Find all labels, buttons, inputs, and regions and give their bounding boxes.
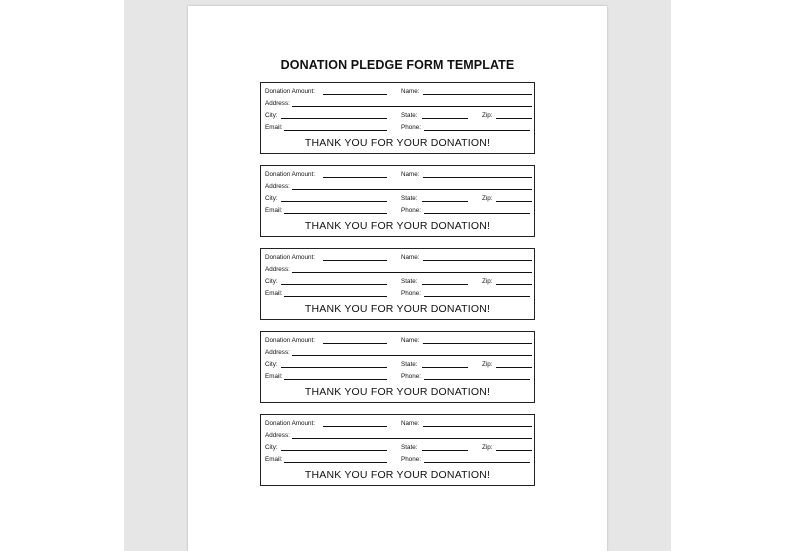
row-address: [265, 99, 530, 108]
city-field[interactable]: [281, 450, 387, 451]
name-label: Name:: [401, 337, 420, 344]
name-field[interactable]: [423, 260, 532, 261]
donation-amount-field[interactable]: [323, 343, 387, 344]
donation-amount-field[interactable]: [323, 177, 387, 178]
phone-label: Phone:: [401, 124, 421, 131]
address-label: Address:: [265, 432, 290, 439]
address-label: Address:: [265, 349, 290, 356]
name-field[interactable]: [423, 94, 532, 95]
state-field[interactable]: [422, 201, 468, 202]
thank-you-message: THANK YOU FOR YOUR DONATION!: [304, 469, 491, 481]
thank-you-message: THANK YOU FOR YOUR DONATION!: [304, 303, 491, 315]
phone-label: Phone:: [401, 373, 421, 380]
city-field[interactable]: [281, 284, 387, 285]
address-field[interactable]: [292, 438, 532, 439]
row-email-phone: [265, 372, 530, 381]
row-address: [265, 182, 530, 191]
thank-you-message: THANK YOU FOR YOUR DONATION!: [304, 137, 491, 149]
address-label: Address:: [265, 266, 290, 273]
phone-label: Phone:: [401, 290, 421, 297]
phone-label: Phone:: [401, 456, 421, 463]
city-field[interactable]: [281, 118, 387, 119]
donation-amount-label: Donation Amount:: [265, 254, 316, 261]
name-label: Name:: [401, 254, 420, 261]
email-field[interactable]: [284, 379, 387, 380]
email-field[interactable]: [284, 462, 387, 463]
donation-amount-field[interactable]: [323, 426, 387, 427]
email-label: Email:: [265, 373, 283, 380]
row-address: [265, 348, 530, 357]
row-address: [265, 431, 530, 440]
row-amount-name: [265, 87, 530, 96]
name-field[interactable]: [423, 177, 532, 178]
state-field[interactable]: [422, 450, 468, 451]
name-field[interactable]: [423, 426, 532, 427]
zip-field[interactable]: [496, 201, 532, 202]
address-field[interactable]: [292, 106, 532, 107]
name-label: Name:: [401, 88, 420, 95]
zip-field[interactable]: [496, 367, 532, 368]
pledge-form-card: [260, 414, 535, 486]
address-label: Address:: [265, 100, 290, 107]
state-label: State:: [401, 112, 418, 119]
row-city-state-zip: [265, 194, 530, 203]
row-address: [265, 265, 530, 274]
name-field[interactable]: [423, 343, 532, 344]
state-label: State:: [401, 361, 418, 368]
email-label: Email:: [265, 290, 283, 297]
address-field[interactable]: [292, 272, 532, 273]
state-field[interactable]: [422, 284, 468, 285]
address-label: Address:: [265, 183, 290, 190]
phone-field[interactable]: [424, 213, 530, 214]
row-email-phone: [265, 123, 530, 132]
row-email-phone: [265, 206, 530, 215]
city-field[interactable]: [281, 201, 387, 202]
state-label: State:: [401, 195, 418, 202]
zip-field[interactable]: [496, 450, 532, 451]
city-label: City:: [265, 195, 278, 202]
pledge-form-card: [260, 248, 535, 320]
row-amount-name: [265, 253, 530, 262]
row-city-state-zip: [265, 360, 530, 369]
page-title: DONATION PLEDGE FORM TEMPLATE: [280, 58, 515, 72]
email-field[interactable]: [284, 296, 387, 297]
city-label: City:: [265, 444, 278, 451]
row-city-state-zip: [265, 443, 530, 452]
zip-field[interactable]: [496, 284, 532, 285]
city-label: City:: [265, 361, 278, 368]
email-label: Email:: [265, 456, 283, 463]
row-city-state-zip: [265, 111, 530, 120]
row-city-state-zip: [265, 277, 530, 286]
state-field[interactable]: [422, 118, 468, 119]
city-field[interactable]: [281, 367, 387, 368]
row-amount-name: [265, 170, 530, 179]
email-field[interactable]: [284, 213, 387, 214]
address-field[interactable]: [292, 355, 532, 356]
document-page: [188, 6, 607, 551]
zip-field[interactable]: [496, 118, 532, 119]
zip-label: Zip:: [482, 444, 493, 451]
row-email-phone: [265, 289, 530, 298]
row-amount-name: [265, 419, 530, 428]
pledge-form-card: [260, 165, 535, 237]
donation-amount-label: Donation Amount:: [265, 420, 316, 427]
phone-field[interactable]: [424, 379, 530, 380]
phone-label: Phone:: [401, 207, 421, 214]
donation-amount-label: Donation Amount:: [265, 337, 316, 344]
phone-field[interactable]: [424, 462, 530, 463]
phone-field[interactable]: [424, 130, 530, 131]
thank-you-message: THANK YOU FOR YOUR DONATION!: [304, 386, 491, 398]
pledge-form-card: [260, 331, 535, 403]
thank-you-message: THANK YOU FOR YOUR DONATION!: [304, 220, 491, 232]
donation-amount-label: Donation Amount:: [265, 171, 316, 178]
email-label: Email:: [265, 207, 283, 214]
city-label: City:: [265, 278, 278, 285]
name-label: Name:: [401, 420, 420, 427]
zip-label: Zip:: [482, 361, 493, 368]
name-label: Name:: [401, 171, 420, 178]
address-field[interactable]: [292, 189, 532, 190]
row-email-phone: [265, 455, 530, 464]
email-field[interactable]: [284, 130, 387, 131]
donation-amount-label: Donation Amount:: [265, 88, 316, 95]
city-label: City:: [265, 112, 278, 119]
zip-label: Zip:: [482, 195, 493, 202]
zip-label: Zip:: [482, 112, 493, 119]
state-label: State:: [401, 444, 418, 451]
state-field[interactable]: [422, 367, 468, 368]
pledge-form-card: [260, 82, 535, 154]
zip-label: Zip:: [482, 278, 493, 285]
phone-field[interactable]: [424, 296, 530, 297]
email-label: Email:: [265, 124, 283, 131]
state-label: State:: [401, 278, 418, 285]
donation-amount-field[interactable]: [323, 94, 387, 95]
row-amount-name: [265, 336, 530, 345]
donation-amount-field[interactable]: [323, 260, 387, 261]
